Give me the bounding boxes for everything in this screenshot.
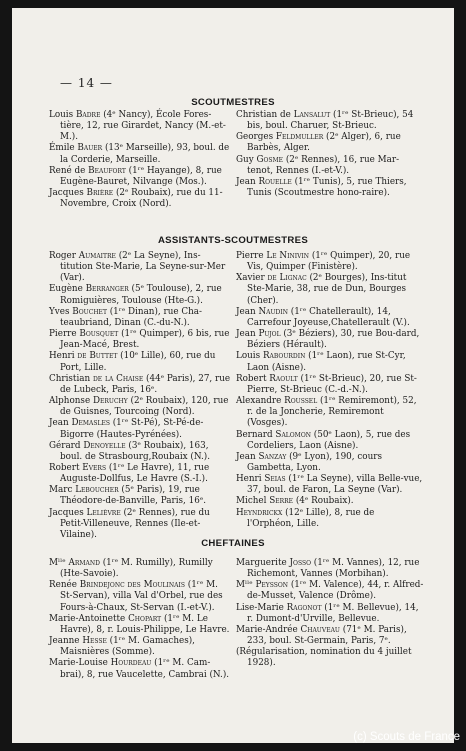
entry-given-name: Lise-Marie: [236, 602, 287, 613]
directory-entry: [49, 351, 233, 373]
entry-given-name: Xavier: [236, 273, 268, 284]
directory-entry: [236, 155, 424, 177]
directory-entry: [49, 441, 233, 463]
directory-entry: [49, 166, 233, 188]
entry-surname: Hourdeau: [110, 658, 152, 669]
entry-given-name: Georges: [236, 132, 276, 143]
entry-surname: Bousquet: [79, 329, 119, 340]
section-title-assistants-scoutmestres: ASSISTANTS-SCOUTMESTRES: [157, 235, 309, 246]
entry-given-name: Renée: [49, 580, 80, 591]
entry-details: (1ʳᵉ Quimper), 20, rue Vis, Quimper (Finistère).: [247, 251, 411, 273]
entry-given-name: Jean: [236, 306, 259, 317]
entry-details: (2ᵉ Alger), 6, rue Barbès, Alger.: [247, 132, 401, 154]
entry-given-name: Émile: [49, 143, 78, 154]
directory-entry: [49, 463, 233, 485]
directory-entry: [49, 307, 233, 329]
entry-given-name: Louis: [49, 110, 76, 120]
directory-entry: [236, 351, 424, 373]
entry-given-name: Christian de: [236, 110, 294, 120]
directory-entry: [49, 251, 233, 284]
copyright-watermark: (c) Scouts de France: [353, 731, 460, 743]
entry-surname: Lansalut: [293, 110, 331, 120]
entry-details: (2ᵉ Roubaix), rue du 11-Novembre, Croix (Nord).: [60, 188, 223, 210]
cheftaines-right-column: [236, 558, 424, 670]
entry-given-name: Pierre: [49, 329, 80, 340]
directory-entry: [49, 580, 233, 613]
entry-given-name: Bernard: [236, 429, 276, 440]
directory-entry: [236, 558, 424, 580]
directory-entry: [49, 188, 233, 210]
entry-surname: Badre: [75, 110, 101, 120]
entry-details: (50ᵉ Laon), 5, rue des Cordeliers, Laon (Aisne).: [247, 429, 411, 451]
entry-given-name: Jean: [236, 176, 259, 187]
entry-surname: Denoyelle: [83, 440, 126, 451]
directory-entry: [49, 374, 233, 396]
entry-surname: Deruchy: [92, 396, 128, 407]
entry-surname: Sanzay: [258, 451, 287, 462]
entry-given-name: Marc: [49, 485, 76, 496]
entry-surname: Naudin: [258, 306, 288, 317]
entry-surname: Rabourdin: [262, 351, 306, 362]
entry-details: (5ᵉ Paris), 19, rue Théodore-de-Banville, Paris, 16ᵉ.: [60, 485, 207, 507]
entry-details: (12ᵉ Lille), 8, rue de l'Orphéon, Lille.: [247, 507, 375, 529]
directory-entry: [236, 329, 424, 351]
entry-details: (71ᵉ M. Paris), 233, boul. St-Germain, Paris, 7ᵉ.: [247, 624, 407, 647]
directory-entry: [236, 508, 424, 530]
entry-surname: Beaufort: [88, 165, 126, 176]
entry-given-name: Alexandre: [236, 396, 285, 407]
entry-surname: Armand: [68, 558, 100, 568]
entry-given-name: Marie-Andrée: [236, 624, 301, 635]
section-title-cheftaines: CHEFTAINES: [201, 538, 265, 549]
entry-surname: Heyndrickx: [236, 507, 283, 518]
entry-surname: Ragonot: [286, 602, 322, 613]
entry-given-name: Eugène: [49, 284, 86, 295]
directory-entry: [236, 396, 424, 429]
entry-surname: Gosme: [256, 154, 284, 165]
directory-entry: [236, 580, 424, 602]
entry-details: (1ʳᵉ Dinan), rue Cha-teaubriand, Dinan (C.-du-N.).: [60, 306, 202, 328]
directory-entry: [49, 110, 233, 143]
directory-entry: [49, 143, 233, 165]
entry-surname: de la Chaise: [93, 373, 144, 384]
entry-details: (2ᵉ Rennes), rue du Petit-Villeneuve, Rennes (Ile-et-Vilaine).: [60, 507, 210, 540]
entry-details: (4ᵉ Roubaix).: [293, 496, 354, 507]
directory-entry: [49, 418, 233, 440]
entry-given-name: Henri: [49, 351, 78, 362]
directory-entry: [236, 273, 424, 306]
entry-given-name: Mˡˡᵉ: [236, 580, 256, 591]
entry-given-name: Jacques: [49, 507, 87, 518]
entry-details: (1ʳᵉ Le Havre), 11, rue Auguste-Dollfus, Le Havre (S.-I.).: [60, 462, 210, 485]
entry-details: (4ᵉ Nancy), École Fores-tière, 12, rue Girardet, Nancy (M.-et-M.).: [60, 110, 226, 143]
entry-surname: Brindejonc des Moulinais: [79, 580, 185, 591]
entry-surname: Evers: [82, 462, 107, 473]
entry-details: (9ᵉ Lyon), 190, cours Gambetta, Lyon.: [247, 451, 382, 473]
scoutmestres-right-column: [236, 110, 424, 199]
entry-details: (1ʳᵉ M. Rumilly), Rumilly (Hte-Savoie).: [60, 558, 213, 580]
entry-given-name: Gérard: [49, 440, 84, 451]
entry-details: (2ᵉ La Seyne), Ins-titution Ste-Marie, La Seyne-sur-Mer (Var).: [60, 251, 226, 284]
entry-surname: Raoult: [269, 373, 298, 384]
directory-entry: [236, 647, 424, 669]
scoutmestres-left-column: [49, 110, 233, 210]
entry-given-name: Jacques: [49, 188, 87, 199]
entry-given-name: Marie-Louise: [49, 658, 111, 669]
entry-details: (1ʳᵉ La Seyne), villa Belle-vue, 37, boul. de Faron, La Seyne (Var).: [247, 474, 423, 496]
entry-given-name: Alphonse: [49, 396, 93, 407]
entry-details: (13ᵉ Marseille), 93, boul. de la Corderie, Marseille.: [60, 143, 230, 165]
entry-surname: Aumaitre: [78, 251, 116, 261]
entry-surname: de Lignac: [267, 273, 307, 284]
directory-entry: [49, 485, 233, 507]
directory-entry: [236, 110, 424, 132]
entry-details: (1ʳᵉ Hayange), 8, rue Eugène-Bauret, Nilvange (Mos.).: [60, 165, 222, 187]
entry-surname: Lelièvre: [86, 507, 121, 518]
entry-surname: Le Ninivin: [266, 251, 310, 261]
directory-entry: [236, 496, 424, 507]
entry-details: (10ᵉ Lille), 60, rue du Port, Lille.: [60, 351, 216, 373]
directory-entry: [49, 636, 233, 658]
entry-given-name: Jean: [236, 451, 259, 462]
entry-details: (1ʳᵉ Chatellerault), 14, Carrefour Joyeuse,Chatellerault (V.).: [247, 306, 410, 328]
entry-surname: Demasles: [71, 418, 110, 429]
assistants-left-column: [49, 251, 233, 541]
entry-details: (1ʳᵉ M. Valence), 44, r. Alfred-de-Musset, Valence (Drôme).: [247, 580, 424, 602]
entry-given-name: Michel: [236, 496, 270, 507]
entry-details: (1ʳᵉ M. Le Havre), 8, r. Louis-Philippe, Le Havre.: [60, 613, 230, 635]
directory-entry: [49, 658, 233, 680]
entry-details: (1ʳᵉ St-Pé), St-Pé-de-Bigorre (Hautes-Pyrénées).: [60, 418, 204, 440]
entry-surname: Chauveau: [300, 624, 340, 635]
entry-given-name: Christian: [49, 373, 93, 384]
entry-details: (5ᵉ Toulouse), 2, rue Romiguières, Toulouse (Hte-G.).: [60, 284, 222, 306]
entry-details: (1ʳᵉ M. St-Servan), villa Val d'Orbel, rue des Fours-à-Chaux, St-Servan (I.-et-V.).: [60, 580, 223, 613]
entry-details: (1ʳᵉ St-Brieuc), 20, rue St-Pierre, St-Brieuc (C.-d.-N.).: [247, 373, 417, 395]
entry-surname: Serre: [269, 496, 294, 507]
directory-entry: [49, 614, 233, 636]
entry-given-name: René de: [49, 165, 89, 176]
entry-surname: Chopart: [128, 613, 162, 624]
page-number: — 14 —: [60, 76, 113, 90]
entry-surname: de Buttet: [77, 351, 118, 362]
directory-entry: [236, 603, 424, 625]
entry-given-name: Jean: [236, 329, 259, 340]
entry-surname: Rouelle: [258, 176, 292, 187]
entry-surname: Seias: [264, 474, 286, 485]
directory-entry: [236, 474, 424, 496]
entry-given-name: Marie-Antoinette: [49, 613, 129, 624]
entry-given-name: Robert: [236, 373, 270, 384]
entry-given-name: Guy: [236, 154, 257, 165]
entry-given-name: Robert: [49, 462, 83, 473]
directory-entry: [236, 177, 424, 199]
directory-entry: [236, 307, 424, 329]
entry-surname: Leboucher: [75, 485, 119, 496]
directory-entry: [49, 558, 233, 580]
entry-details: (1ʳᵉ M. Cam-brai), 8, rue Vaucelette, Cambrai (N.).: [60, 658, 230, 680]
cheftaines-left-column: [49, 558, 233, 681]
entry-details: (1ʳᵉ M. Gamaches), Maisnières (Somme).: [60, 636, 195, 658]
entry-details: (3ᵉ Roubaix), 163, boul. de Strasbourg,Roubaix (N.).: [60, 440, 211, 462]
directory-entry: [236, 374, 424, 396]
entry-given-name: Jean: [49, 418, 72, 429]
entry-details: (1ʳᵉ Tunis), 5, rue Thiers, Tunis (Scoutmestre hono-raire).: [247, 176, 407, 199]
entry-details: (1ʳᵉ St-Brieuc), 54 bis, boul. Charuer, St-Brieuc.: [247, 110, 414, 132]
entry-given-name: Pierre: [236, 251, 267, 261]
entry-details: (1ʳᵉ Quimper), 6 bis, rue Jean-Macé, Brest.: [60, 329, 230, 351]
entry-surname: Salomon: [275, 429, 311, 440]
entry-details: (1ʳᵉ M. Vannes), 12, rue Richemont, Vannes (Morbihan).: [247, 558, 420, 580]
entry-surname: Hesse: [82, 636, 107, 647]
entry-given-name: Mˡˡᵉ: [49, 558, 69, 568]
entry-details: (2ᵉ Bourges), Ins-titut Ste-Marie, 38, rue de Dun, Bourges (Cher).: [247, 273, 407, 306]
entry-surname: Bouchet: [72, 306, 107, 317]
directory-entry: [236, 430, 424, 452]
entry-surname: Roussel: [284, 396, 318, 407]
entry-details: (3ᵉ Béziers), 30, rue Bou-dard, Béziers (Hérault).: [247, 329, 420, 351]
entry-details: (2ᵉ Roubaix), 120, rue de Guisnes, Tourcoing (Nord).: [60, 396, 229, 418]
assistants-right-column: [236, 251, 424, 530]
entry-surname: Bauer: [77, 143, 103, 154]
entry-details: (1ʳᵉ Remiremont), 52, r. de la Joncherie, Remiremont (Vosges).: [247, 396, 417, 429]
entry-details: (2ᵉ Rennes), 16, rue Mar-tenot, Rennes (I.-et-V.).: [247, 154, 400, 176]
entry-details: (1ʳᵉ M. Bellevue), 14, r. Dumont-d'Urville, Bellevue.: [247, 602, 419, 624]
directory-entry: [49, 508, 233, 541]
section-title-scoutmestres: SCOUTMESTRES: [191, 97, 275, 108]
entry-given-name: Yves: [49, 306, 73, 317]
directory-entry: [49, 396, 233, 418]
entry-details: (1ʳᵉ Laon), rue St-Cyr, Laon (Aisne).: [247, 351, 406, 373]
directory-entry: [49, 329, 233, 351]
entry-surname: Brière: [86, 188, 114, 199]
entry-surname: Peysson: [255, 580, 289, 591]
entry-surname: Pujol: [258, 329, 281, 340]
entry-details: (Régularisation, nomination du 4 juillet 1928).: [236, 647, 412, 669]
directory-entry: [236, 132, 424, 154]
directory-entry: [236, 251, 424, 273]
entry-details: (44ᵉ Paris), 27, rue de Lubeck, Paris, 16ᵉ.: [60, 373, 231, 395]
entry-surname: Berranger: [85, 284, 129, 295]
entry-given-name: Jeanne: [49, 636, 83, 647]
entry-given-name: Marguerite: [236, 558, 290, 568]
entry-surname: Feldmuller: [275, 132, 324, 143]
document-page: [12, 8, 454, 743]
directory-entry: [236, 452, 424, 474]
entry-given-name: Louis: [236, 351, 263, 362]
entry-given-name: Henri: [236, 474, 265, 485]
entry-given-name: Roger: [49, 251, 79, 261]
directory-entry: [236, 625, 424, 647]
directory-entry: [49, 284, 233, 306]
entry-surname: Josso: [289, 558, 312, 568]
